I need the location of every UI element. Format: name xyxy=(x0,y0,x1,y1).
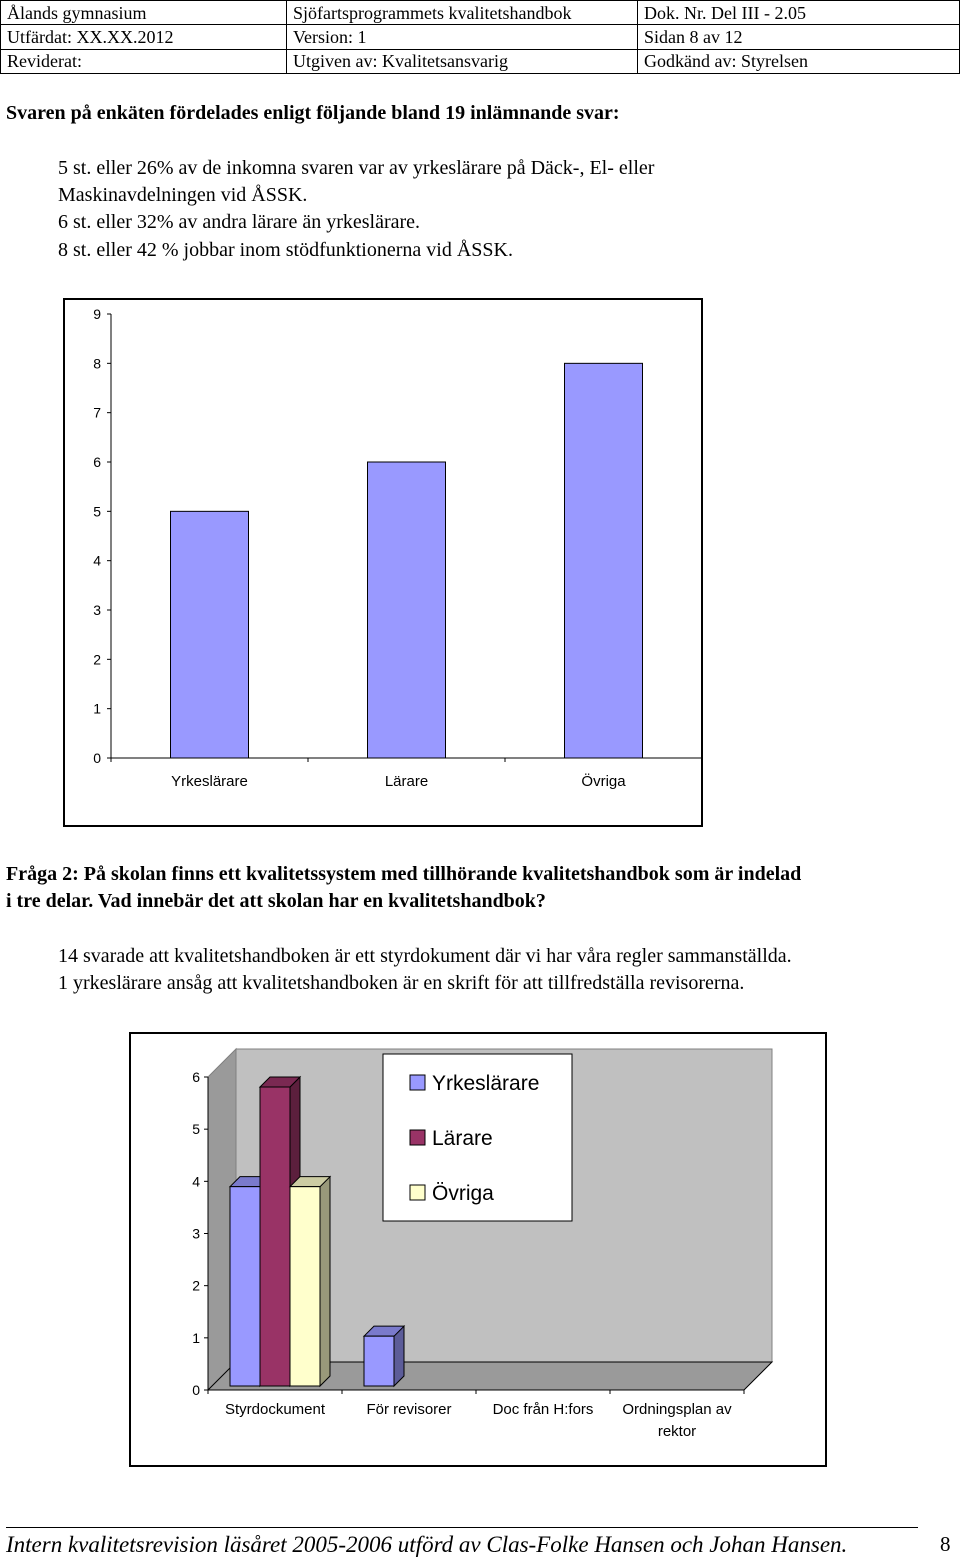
y-tick-label: 6 xyxy=(192,1069,200,1085)
legend-swatch xyxy=(410,1185,425,1200)
x-category-label: rektor xyxy=(657,1423,697,1440)
bar xyxy=(368,462,446,758)
header-issued: Utfärdat: XX.XX.2012 xyxy=(1,25,287,49)
y-tick-label: 5 xyxy=(93,503,101,520)
section1-heading: Svaren på enkäten fördelades enligt följande bland 19 inlämnande svar: xyxy=(6,102,620,124)
y-tick-label: 3 xyxy=(192,1225,200,1242)
y-tick-label: 4 xyxy=(192,1173,200,1190)
y-tick-label: 1 xyxy=(192,1329,200,1346)
y-tick-label: 9 xyxy=(93,306,101,322)
y-tick-label: 4 xyxy=(93,552,101,569)
y-tick-label: 8 xyxy=(93,355,101,372)
header-handbook-title: Sjöfartsprogrammets kvalitetshandbok xyxy=(287,1,638,25)
section1-line: 8 st. eller 42 % jobbar inom stödfunktionerna vid ÅSSK. xyxy=(58,239,513,261)
x-category-label: För revisorer xyxy=(366,1401,452,1418)
handbook-meaning-3d-bar-chart xyxy=(0,1025,960,1475)
legend-swatch xyxy=(410,1075,425,1090)
y-tick-label: 7 xyxy=(93,404,101,421)
section1-line: 6 st. eller 32% av andra lärare än yrkeslärare. xyxy=(58,211,421,233)
x-category-label: Doc från H:fors xyxy=(492,1401,594,1418)
legend-swatch xyxy=(410,1130,425,1145)
header-school: Ålands gymnasium xyxy=(1,1,287,25)
respondents-bar-chart xyxy=(0,290,960,835)
x-category-label: Övriga xyxy=(581,773,626,790)
header-doc-number: Dok. Nr. Del III - 2.05 xyxy=(638,1,960,25)
header-row xyxy=(1,1,960,25)
x-category-label: Ordningsplan av xyxy=(622,1401,732,1418)
bar xyxy=(171,511,249,758)
y-tick-label: 0 xyxy=(93,750,101,766)
header-row xyxy=(1,49,960,73)
footer-rule xyxy=(6,1527,918,1528)
header-issued-by: Utgiven av: Kvalitetsansvarig xyxy=(287,49,638,73)
x-category-label: Styrdockument xyxy=(224,1401,326,1418)
legend-label: Lärare xyxy=(432,1127,493,1150)
y-tick-label: 0 xyxy=(192,1382,200,1398)
x-category-label: Lärare xyxy=(384,773,429,790)
section1-line: Maskinavdelningen vid ÅSSK. xyxy=(58,184,308,206)
section2-heading-line2: i tre delar. Vad innebär det att skolan har en kvalitetshandbok? xyxy=(6,890,546,912)
page-number: 8 xyxy=(940,1532,951,1556)
y-tick-label: 1 xyxy=(93,700,101,717)
header-page-count: Sidan 8 av 12 xyxy=(638,25,960,49)
document-header-table xyxy=(0,0,960,74)
bar xyxy=(565,363,643,758)
bar xyxy=(290,1187,320,1386)
y-tick-label: 2 xyxy=(192,1277,200,1294)
header-approved-by: Godkänd av: Styrelsen xyxy=(638,49,960,73)
y-tick-label: 3 xyxy=(93,602,101,618)
y-tick-label: 2 xyxy=(93,651,101,668)
section1-line: 5 st. eller 26% av de inkomna svaren var av yrkeslärare på Däck-, El- eller xyxy=(58,157,655,179)
header-version: Version: 1 xyxy=(287,25,638,49)
header-revised: Reviderat: xyxy=(1,49,287,73)
bar-side xyxy=(320,1177,330,1386)
legend-label: Yrkeslärare xyxy=(432,1072,540,1095)
bar xyxy=(230,1187,260,1386)
y-tick-label: 5 xyxy=(192,1121,200,1138)
x-category-label: Yrkeslärare xyxy=(171,773,248,790)
section2-line: 1 yrkeslärare ansåg att kvalitetshandboken är en skrift för att tillfredställa revisorerna. xyxy=(58,972,745,994)
bar xyxy=(364,1336,394,1386)
bar xyxy=(260,1087,290,1386)
section2-heading-line1: Fråga 2: På skolan finns ett kvalitetssystem med tillhörande kvalitetshandbok som är indelad xyxy=(6,863,802,885)
section2-line: 14 svarade att kvalitetshandboken är ett styrdokument där vi har våra regler sammanställda. xyxy=(58,945,792,967)
legend-label: Övriga xyxy=(432,1182,494,1205)
y-tick-label: 6 xyxy=(93,454,101,470)
footer-text: Intern kvalitetsrevision läsåret 2005-2006 utförd av Clas-Folke Hansen och Johan Hansen. xyxy=(6,1532,848,1557)
header-row xyxy=(1,25,960,49)
